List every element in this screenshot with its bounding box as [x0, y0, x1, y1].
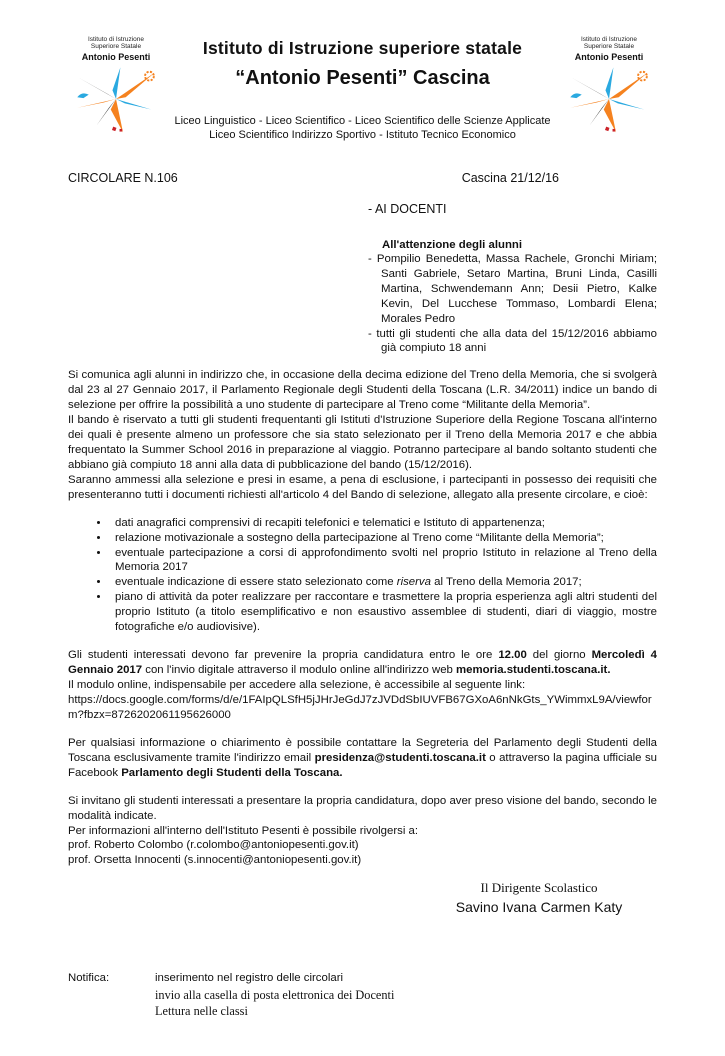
letterhead-text [164, 36, 561, 143]
text-line: Gli studenti interessati devono far prevenire la propria candidatura entro le ore 12.00 del giorno Mercoledì 4 Gennaio 2017 con l'invio digitale attraverso il modulo online all'indirizzo web memoria.studenti.toscana.it. [68, 649, 658, 677]
attention-list [368, 252, 657, 356]
bullet-item: • dati anagrafici comprensivi di recapiti telefonici e telematici e Istituto di appartenenza; [110, 516, 657, 531]
signature-block [410, 880, 668, 915]
bullet-item: • eventuale indicazione di essere stato selezionato come riserva al Treno della Memoria 2017; [110, 575, 657, 590]
logo-institution-lines [561, 36, 657, 51]
intro-paragraphs [68, 368, 657, 502]
logo-institution-lines [68, 36, 164, 51]
place-date: Cascina 21/12/16 [461, 170, 559, 185]
notification-block [68, 971, 657, 1020]
logo-school-name: Antonio Pesenti [81, 51, 151, 62]
text-line: Si comunica agli alunni in indirizzo che, in occasione della decima edizione del Treno della Memoria, che si svolgerà dal 23 al 27 Gennaio 2017, il Parlamento Regionale degli Studenti della Toscana (L.R. 34/2011) indice un bando di selezione per offrire la possibilità a uno studente di partecipare al Treno come “Militante della Memoria”. [68, 369, 657, 412]
text-line: - tutti gli studenti che alla data del 15/12/2016 abbiamo già compiuto 18 anni [368, 327, 657, 357]
circular-number: CIRCOLARE N.106 [68, 170, 178, 185]
letterhead [68, 36, 657, 143]
notification-item: inserimento nel registro delle circolari [155, 972, 344, 985]
text-line: - Pompilio Benedetta, Massa Rachele, Gronchi Miriam; Santi Gabriele, Setaro Martina, Bruni Linda, Casilli Martina, Schwendemann Ann; Desii Pietro, Kalke Kevin, Del Lucchese Tommaso, Lombardi Elena; Morales Pedro [368, 252, 657, 326]
signature-role: Il Dirigente Scolastico [480, 880, 598, 896]
closing-paragraph [68, 794, 657, 869]
pinwheel-star-icon [565, 62, 653, 136]
text-line: prof. Roberto Colombo (r.colombo@antoniopesenti.gov.it) [68, 839, 359, 852]
bullet-item: • piano di attività da poter realizzare per raccontare e trasmettere la propria esperienza agli altri studenti del proprio Istituto (a titolo esemplificativo e non esaustivo assemblee di studenti, diari di viaggio, mostre fotografiche e/o audiovisive). [110, 590, 657, 635]
deadline-paragraph [68, 648, 657, 693]
notification-items [155, 971, 394, 1020]
bullet-item: • relazione motivazionale a sostegno della partecipazione al Treno come “Militante della Memoria”; [110, 531, 657, 546]
logo-institution-line1: Istituto di Istruzione [581, 36, 637, 43]
text-line: Il modulo online, indispensabile per accedere alla selezione, è accessibile al seguente link: [68, 679, 526, 692]
text-line: Il bando è riservato a tutti gli studenti frequentanti gli Istituti d'Istruzione Superiore della Regione Toscana all'interno dei quali è presente almeno un professore che sia stato selezionato per il Treno della Memoria 2017 e che abbia frequentato la Summer School 2016 in preparazione al viaggio. Potranno partecipare al bando soltanto studenti che abbiano già compiuto 18 anni alla data di pubblicazione del bando (15/12/2016). [68, 414, 657, 471]
text-line: Per qualsiasi informazione o chiarimento è possibile contattare la Segreteria del Parlamento degli Studenti della Toscana esclusivamente tramite l'indirizzo email presidenza@studenti.toscana.it o attraverso la pagina ufficiale su Facebook Parlamento degli Studenti della Toscana. [68, 736, 657, 779]
letter-body [68, 368, 657, 868]
attention-heading: All'attenzione degli alunni [382, 238, 523, 251]
notification-item: invio alla casella di posta elettronica dei Docenti [155, 987, 395, 1002]
logo-school-name: Antonio Pesenti [574, 51, 644, 62]
logo-institution-line2: Superiore Statale [90, 43, 142, 51]
school-title: Istituto di Istruzione superiore statale [202, 38, 523, 58]
attention-block [368, 238, 657, 357]
text-line: Saranno ammessi alla selezione e presi in esame, a pena di esclusione, i partecipanti in possesso dei requisiti che presenteranno tutti i documenti richiesti all'articolo 4 del Bando di selezione, allegato alla presente circolare, e cioè: [68, 473, 657, 501]
logo-institution-line2: Superiore Statale [583, 43, 635, 51]
school-logo-left [68, 36, 164, 136]
text-line: Si invitano gli studenti interessati a presentare la propria candidatura, dopo aver preso visione del bando, secondo le modalità indicate. [68, 794, 657, 822]
school-logo-right [561, 36, 657, 136]
text-line: Per informazioni all'interno dell'Istituto Pesenti è possibile rivolgersi a: [68, 824, 419, 837]
school-name: “Antonio Pesenti” Cascina [235, 67, 490, 89]
notification-item: Lettura nelle classi [155, 1004, 248, 1019]
requirements-list [68, 516, 657, 636]
google-form-link[interactable]: https://docs.google.com/forms/d/e/1FAIpQLSfH5jJHrJeGdJ7zJVDdSbIUVFB67GXoA6nNkGts_YWimmxL9A/viewform?fbzx=8726202061195626000 [68, 693, 652, 721]
signature-name: Savino Ivana Carmen Katy [455, 899, 623, 916]
logo-institution-line1: Istituto di Istruzione [88, 36, 144, 43]
meta-row [68, 171, 657, 185]
school-programs-line2: Liceo Scientifico Indirizzo Sportivo - Istituto Tecnico Economico [209, 129, 516, 142]
notification-label: Notifica: [68, 972, 110, 985]
pinwheel-star-icon [72, 62, 160, 136]
recipient-line: - AI DOCENTI [368, 202, 657, 216]
contact-paragraph [68, 736, 657, 781]
text-line: prof. Orsetta Innocenti (s.innocenti@antoniopesenti.gov.it) [68, 854, 362, 867]
bullet-item: • eventuale partecipazione a corsi di approfondimento svolti nel proprio Istituto in relazione al Treno della Memoria 2017 [110, 546, 657, 576]
school-programs-line1: Liceo Linguistico - Liceo Scientifico - Liceo Scientifico delle Scienze Applicate [174, 115, 551, 127]
